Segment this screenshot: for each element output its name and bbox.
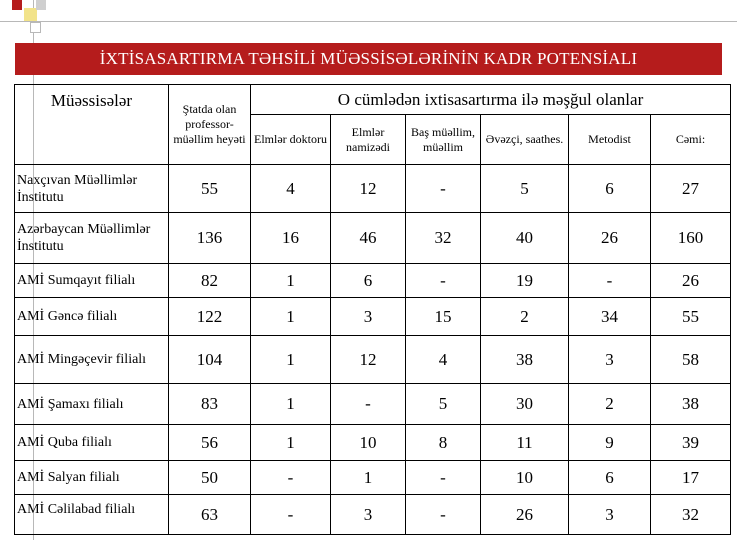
institution-name: AMİ Şamaxı filialı	[15, 384, 169, 425]
cell-candidates: 1	[331, 461, 406, 495]
cell-methodist: 3	[569, 495, 651, 535]
header-doctors: Elmlər doktoru	[251, 115, 331, 165]
cell-total: 38	[651, 384, 731, 425]
cell-candidates: 46	[331, 213, 406, 264]
decorative-square-outline	[30, 22, 41, 33]
cell-total: 27	[651, 165, 731, 213]
cell-methodist: 6	[569, 461, 651, 495]
cell-teachers: -	[406, 264, 481, 298]
cell-staff: 50	[169, 461, 251, 495]
page-title: İXTİSASARTIRMA TƏHSİLİ MÜƏSSİSƏLƏRİNİN KADR POTENSİALI	[15, 43, 722, 75]
cell-teachers: -	[406, 461, 481, 495]
header-candidates: Elmlər namizədi	[331, 115, 406, 165]
header-part-time: Əvəzçi, saathes.	[481, 115, 569, 165]
cell-methodist: 3	[569, 336, 651, 384]
cell-doctors: 1	[251, 264, 331, 298]
cell-teachers: 4	[406, 336, 481, 384]
cell-doctors: 1	[251, 298, 331, 336]
institution-name: AMİ Gəncə filialı	[15, 298, 169, 336]
cell-doctors: 1	[251, 384, 331, 425]
cell-teachers: -	[406, 165, 481, 213]
cell-staff: 136	[169, 213, 251, 264]
cell-part-time: 10	[481, 461, 569, 495]
cell-total: 17	[651, 461, 731, 495]
cell-candidates: 6	[331, 264, 406, 298]
cell-part-time: 40	[481, 213, 569, 264]
cell-teachers: 15	[406, 298, 481, 336]
cell-methodist: 9	[569, 425, 651, 461]
cell-doctors: 1	[251, 425, 331, 461]
cell-total: 32	[651, 495, 731, 535]
cell-staff: 56	[169, 425, 251, 461]
cell-teachers: -	[406, 495, 481, 535]
header-institutions: Müəssisələr	[15, 85, 169, 165]
header-methodist: Metodist	[569, 115, 651, 165]
table-row	[15, 165, 731, 213]
cell-total: 55	[651, 298, 731, 336]
header-group: O cümlədən ixtisasartırma ilə məşğul olanlar	[251, 85, 731, 115]
cell-doctors: 4	[251, 165, 331, 213]
cell-staff: 82	[169, 264, 251, 298]
cell-staff: 63	[169, 495, 251, 535]
decorative-square-gray	[36, 0, 46, 10]
cell-candidates: 3	[331, 495, 406, 535]
cell-candidates: 12	[331, 336, 406, 384]
institution-name: AMİ Cəlilabad filialı	[15, 495, 169, 535]
cell-part-time: 11	[481, 425, 569, 461]
cell-doctors: -	[251, 461, 331, 495]
cell-total: 160	[651, 213, 731, 264]
cell-part-time: 19	[481, 264, 569, 298]
cell-part-time: 2	[481, 298, 569, 336]
header-total: Cəmi:	[651, 115, 731, 165]
cell-candidates: 3	[331, 298, 406, 336]
decorative-square-red	[12, 0, 22, 10]
cell-methodist: 2	[569, 384, 651, 425]
cell-part-time: 30	[481, 384, 569, 425]
cell-doctors: 16	[251, 213, 331, 264]
cell-teachers: 8	[406, 425, 481, 461]
cell-part-time: 26	[481, 495, 569, 535]
table-row	[15, 264, 731, 298]
cell-teachers: 5	[406, 384, 481, 425]
table-row	[15, 336, 731, 384]
cell-total: 26	[651, 264, 731, 298]
cell-methodist: 6	[569, 165, 651, 213]
cell-candidates: 12	[331, 165, 406, 213]
table-row	[15, 495, 731, 535]
institution-name: AMİ Mingəçevir filialı	[15, 336, 169, 384]
institution-name: AMİ Sumqayıt filialı	[15, 264, 169, 298]
cell-staff: 122	[169, 298, 251, 336]
header-staff: Ştatda olan professor-müəllim heyəti	[169, 85, 251, 165]
cell-doctors: 1	[251, 336, 331, 384]
cell-total: 39	[651, 425, 731, 461]
cell-total: 58	[651, 336, 731, 384]
institution-name: Naxçıvan Müəllimlər İnstitutu	[15, 165, 169, 213]
cell-methodist: 26	[569, 213, 651, 264]
decorative-horizontal-line	[0, 21, 737, 22]
institution-name: AMİ Salyan filialı	[15, 461, 169, 495]
cell-staff: 55	[169, 165, 251, 213]
cell-staff: 104	[169, 336, 251, 384]
cell-methodist: -	[569, 264, 651, 298]
cell-part-time: 38	[481, 336, 569, 384]
institution-name: AMİ Quba filialı	[15, 425, 169, 461]
table-row	[15, 213, 731, 264]
staff-table	[14, 84, 731, 535]
table-row	[15, 425, 731, 461]
cell-doctors: -	[251, 495, 331, 535]
cell-candidates: 10	[331, 425, 406, 461]
cell-part-time: 5	[481, 165, 569, 213]
cell-teachers: 32	[406, 213, 481, 264]
institution-name: Azərbaycan Müəllimlər İnstitutu	[15, 213, 169, 264]
table-row	[15, 298, 731, 336]
header-teachers: Baş müəllim, müəllim	[406, 115, 481, 165]
table-row	[15, 461, 731, 495]
cell-methodist: 34	[569, 298, 651, 336]
table-row	[15, 384, 731, 425]
cell-staff: 83	[169, 384, 251, 425]
cell-candidates: -	[331, 384, 406, 425]
